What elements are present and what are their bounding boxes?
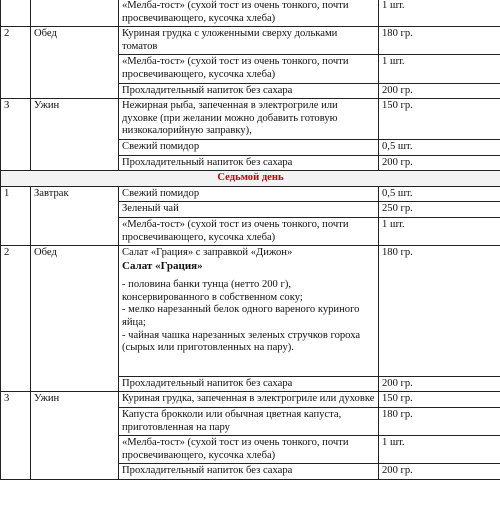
food-description-cell: «Мелба-тост» (сухой тост из очень тонкого, почти просвечивающего, кусочка хлеба) (119, 55, 379, 83)
quantity-cell: 180 гр. (379, 27, 500, 55)
food-description-cell: «Мелба-тост» (сухой тост из очень тонкого, почти просвечивающего, кусочка хлеба) (119, 436, 379, 464)
table-row (1, 246, 500, 377)
quantity-cell: 150 гр. (379, 99, 500, 140)
quantity-cell: 1 шт. (379, 0, 500, 27)
quantity-cell: 250 гр. (379, 202, 500, 218)
salad-with-dressing: Салат «Грация» с заправкой «Дижон» (122, 247, 293, 259)
food-description-cell: Нежирная рыба, запеченная в электрогриле или духовке (при желании можно добавить готовую низкокалорийную заправку), (119, 99, 379, 140)
quantity-cell: 200 гр. (379, 155, 500, 171)
quantity-cell: 0,5 шт. (379, 186, 500, 202)
meal-number-cell: 2 (1, 246, 31, 392)
food-description-cell: Прохладительный напиток без сахара (119, 376, 379, 392)
food-description-cell: Капуста брокколи или обычная цветная капуста, приготовленная на пару (119, 408, 379, 436)
quantity-cell: 200 гр. (379, 464, 500, 480)
food-description-cell: Свежий помидор (119, 139, 379, 155)
food-description-cell: Куриная грудка с уложенными сверху дольками томатов (119, 27, 379, 55)
meal-number-cell (1, 0, 31, 27)
food-description-cell: Прохладительный напиток без сахара (119, 155, 379, 171)
quantity-cell: 1 шт. (379, 55, 500, 83)
food-description-cell: Зеленый чай (119, 202, 379, 218)
food-description-cell: Прохладительный напиток без сахара (119, 83, 379, 99)
table-row (1, 0, 500, 27)
day-title: Седьмой день (1, 171, 500, 187)
food-description-cell: Куриная грудка, запеченная в электрогриле или духовке (119, 392, 379, 408)
ingredient-item: - чайная чашка нарезанных зеленых стручков гороха (сырых или приготовленных на пару). (122, 329, 361, 354)
meal-number-cell: 3 (1, 99, 31, 171)
meal-name-cell: Обед (31, 27, 119, 99)
meal-number-cell: 3 (1, 392, 31, 480)
salad-title: Салат «Грация» (122, 259, 203, 272)
day-header-row (1, 171, 500, 187)
meal-name-cell: Ужин (31, 99, 119, 171)
quantity-cell: 200 гр. (379, 376, 500, 392)
food-description-cell (119, 246, 379, 377)
food-description-cell: Свежий помидор (119, 186, 379, 202)
quantity-cell: 200 гр. (379, 83, 500, 99)
quantity-cell: 1 шт. (379, 217, 500, 245)
table-row (1, 186, 500, 202)
quantity-cell: 180 гр. (379, 246, 500, 377)
meal-number-cell: 2 (1, 27, 31, 99)
quantity-cell: 150 гр. (379, 392, 500, 408)
quantity-cell: 0,5 шт. (379, 139, 500, 155)
table-row (1, 392, 500, 408)
ingredient-item: - половина банки тунца (нетто 200 г), консервированного в собственном соку; (122, 279, 303, 303)
ingredient-item: - мелко нарезанный белок одного вареного куриного яйца; (122, 304, 360, 329)
table-row (1, 27, 500, 55)
meal-name-cell: Ужин (31, 392, 119, 480)
meal-number-cell: 1 (1, 186, 31, 245)
quantity-cell: 1 шт. (379, 436, 500, 464)
meal-name-cell: Завтрак (31, 186, 119, 245)
meal-name-cell: Обед (31, 246, 119, 392)
table-row (1, 99, 500, 140)
food-description-cell: Прохладительный напиток без сахара (119, 464, 379, 480)
food-description-cell: «Мелба-тост» (сухой тост из очень тонкого, почти просвечивающего, кусочка хлеба) (119, 0, 379, 27)
food-description-cell: «Мелба-тост» (сухой тост из очень тонкого, почти просвечивающего, кусочка хлеба) (119, 217, 379, 245)
quantity-cell: 180 гр. (379, 408, 500, 436)
meal-name-cell (31, 0, 119, 27)
